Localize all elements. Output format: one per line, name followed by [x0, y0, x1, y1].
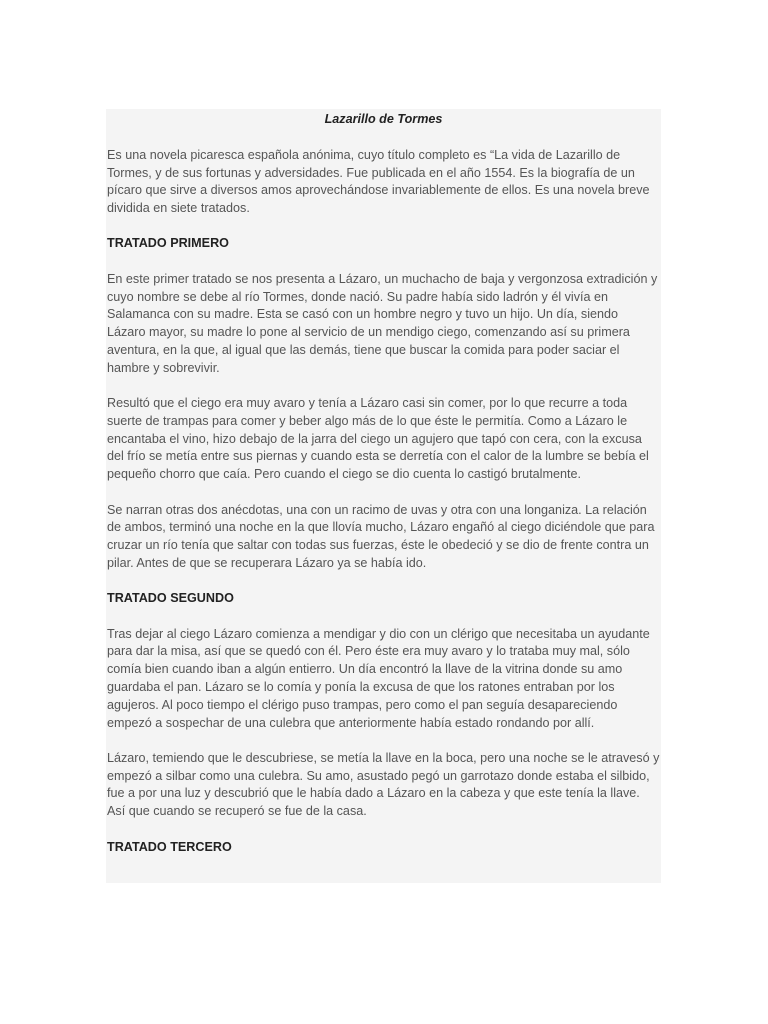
spacer — [107, 253, 660, 271]
paragraph: Tras dejar al ciego Lázaro comienza a mendigar y dio con un clérigo que necesitaba un ayudante para dar la misa, así que se quedó con él. Pero éste era muy avaro y lo trataba muy mal, sólo comía bien cuando iban a algún entierro. Un día encontró la llave de la vitrina donde su amo guardaba el pan. Lázaro se lo comía y ponía la excusa de que los ratones entraban por los agujeros. Al poco tiempo el clérigo puso trampas, pero como el pan seguía desapareciendo empezó a sospechar de una culebra que anteriormente había estado rondando por allí. — [107, 626, 650, 730]
spacer — [107, 821, 660, 839]
paragraph: Lázaro, temiendo que le descubriese, se metía la llave en la boca, pero una noche se le atravesó y empezó a silbar como una culebra. Su amo, asustado pegó un garrotazo donde estaba el silbido, fue a por una luz y descubrió que le había dado a Lázaro en la cabeza y que este tenía la llave. Así que cuando se recuperó se fue de la casa. — [107, 750, 660, 819]
spacer — [107, 732, 660, 750]
intro-paragraph: Es una novela picaresca española anónima, cuyo título completo es “La vida de Lazarillo de Tormes, y de sus fortunas y adversidades. Fue publicada en el año 1554. Es la biografía de un pícaro que sirve a diversos amos aprovechándose invariablemente de ellos. Es una novela breve dividida en siete tratados. — [107, 147, 650, 216]
paragraph: Resultó que el ciego era muy avaro y tenía a Lázaro casi sin comer, por lo que recurre a toda suerte de trampas para comer y beber algo más de lo que éste le permitía. Como a Lázaro le encantaba el vino, hizo debajo de la jarra del ciego un agujero que tapó con cera, con la excusa del frío se metía entre sus piernas y cuando esta se derretía con el calor de la lumbre se bebía el pequeño chorro que caía. Pero cuando el ciego se dio cuenta lo castigó brutalmente. — [107, 396, 649, 482]
spacer — [107, 608, 660, 626]
document-body — [106, 109, 661, 883]
paragraph: Se narran otras dos anécdotas, una con un racimo de uvas y otra con una longaniza. La relación de ambos, terminó una noche en la que llovía mucho, Lázaro engañó al ciego diciéndole que para cruzar un río tenía que saltar con todas sus fuerzas, éste le obedeció y se dio de frente contra un pilar. Antes de que se recuperara Lázaro ya se había ido. — [107, 502, 655, 570]
spacer — [107, 129, 660, 147]
spacer — [107, 484, 660, 502]
paragraph: En este primer tratado se nos presenta a Lázaro, un muchacho de baja y vergonzosa extradición y cuyo nombre se debe al río Tormes, donde nació. Su padre había sido ladrón y él vivía en Salamanca con su madre. Esta se casó con un hombre negro y tuvo un hijo. Un día, siendo Lázaro mayor, su madre lo pone al servicio de un mendigo ciego, comenzando así su primera aventura, en la que, al igual que las demás, tiene que buscar la comida para poder saciar el hambre y sobrevivir. — [107, 271, 658, 375]
spacer — [107, 573, 660, 591]
section-heading-tratado-segundo: TRATADO SEGUNDO — [107, 591, 234, 606]
document-title: Lazarillo de Tormes — [324, 112, 443, 126]
spacer — [107, 378, 660, 396]
spacer — [107, 218, 660, 236]
section-heading-tratado-tercero: TRATADO TERCERO — [107, 839, 232, 854]
section-heading-tratado-primero: TRATADO PRIMERO — [107, 236, 229, 251]
